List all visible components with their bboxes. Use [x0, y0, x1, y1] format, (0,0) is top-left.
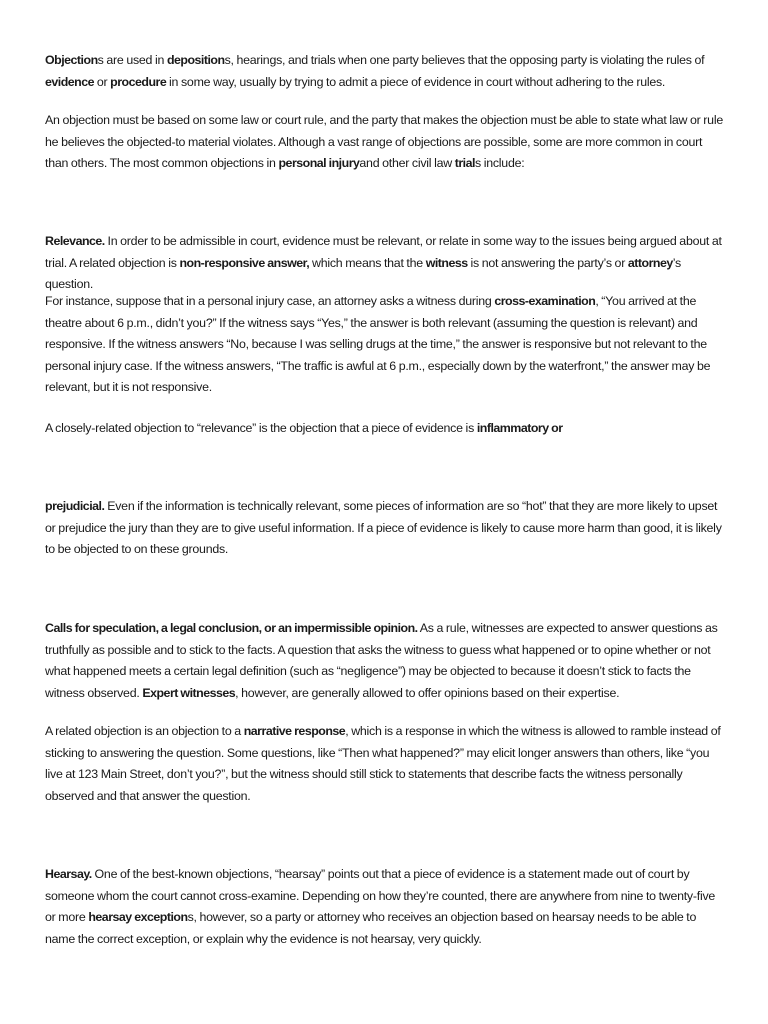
bold-term: prejudicial. — [45, 499, 105, 513]
bold-term: witness — [425, 255, 468, 270]
bold-term: attorney — [627, 255, 673, 270]
text-run: s are used in — [97, 53, 167, 67]
text-run: One of the best-known objections, “hearsay” points out that a piece of evidence is a statement made out of court by someone whom the court cannot cross-examine. Depending on how they’re counted, there are anywhere from nine to twenty-five or more — [45, 867, 716, 925]
bold-term: personal injury — [278, 156, 360, 171]
paragraph-speculation — [45, 618, 725, 704]
bold-term: deposition — [166, 53, 225, 67]
text-run: or — [94, 74, 111, 89]
text-run: , which is a response in which the witness is allowed to ramble instead of sticking to answering the question. Some questions, like “Then what happened?” may elicit longer answers than others, like “you live at 123 Main Street, don’t you?”, but the witness should still stick to statements that describe facts the witness personally observed and that answer the question. — [45, 724, 721, 803]
text-run: s, however, so a party or attorney who receives an objection based on hearsay needs to be able to name the correct exception, or explain why the evidence is not hearsay, very quickly. — [45, 910, 697, 946]
text-run: in some way, usually by trying to admit a piece of evidence in court without adhering to the rules. — [166, 74, 666, 89]
paragraph-basis — [45, 110, 725, 175]
bold-term: Relevance. — [45, 234, 105, 248]
bold-term: Expert witnesses — [142, 685, 236, 700]
paragraph-hearsay — [45, 864, 725, 950]
paragraph-relevance — [45, 231, 725, 296]
paragraph-instance — [45, 291, 725, 399]
bold-term: hearsay exception — [88, 910, 188, 925]
text-run: and other civil law — [359, 156, 455, 171]
text-run: , “You arrived at the theatre about 6 p.m., didn’t you?” If the witness says “Yes,” the answer is both relevant (assuming the question is relevant) and responsive. If the witness answers “No, because I was selling drugs at the time,” the answer is responsive but not relevant to the personal injury case. If the witness answers, “The traffic is awful at 6 p.m., especially down by the waterfront,” the answer may be relevant, but it is not responsive. — [45, 294, 711, 395]
text-run: which means that the — [309, 255, 426, 270]
text-run: As a rule, witnesses are expected to answer questions as truthfully as possible and to stick to the facts. A question that asks the witness to guess what happened or to opine whether or not what happened meets a certain legal definition (such as “negligence”) may be objected to because it doesn’t stick to facts the witness observed. — [45, 621, 718, 700]
text-run: is not answering the party’s or — [467, 255, 628, 270]
text-run: , however, are generally allowed to offer opinions based on their expertise. — [235, 685, 620, 700]
bold-term: Objection — [45, 53, 98, 67]
text-run: s include: — [474, 156, 525, 171]
bold-term: evidence — [45, 74, 95, 89]
bold-term: cross-examination — [494, 294, 596, 308]
bold-term: inflammatory or — [476, 421, 563, 435]
bold-term: non-responsive answer, — [179, 255, 310, 270]
text-run: A related objection is an objection to a — [45, 724, 244, 738]
paragraph-intro — [45, 50, 725, 93]
bold-term: Hearsay. — [45, 867, 92, 881]
paragraph-prejudicial — [45, 496, 725, 561]
text-run: s, hearings, and trials when one party believes that the opposing party is violating the rules of — [224, 53, 705, 67]
text-run: In order to be admissible in court, evidence must be relevant, or relate in some way to the issues being argued about at trial. A related objection is — [45, 234, 722, 270]
text-run: A closely-related objection to “relevance” is the objection that a piece of evidence is — [45, 421, 477, 435]
bold-term: trial — [454, 156, 475, 171]
bold-term: procedure — [110, 74, 167, 89]
paragraph-closely-related — [45, 418, 725, 440]
bold-term: narrative response — [243, 724, 346, 738]
text-run: An objection must be based on some law or court rule, and the party that makes the objection must be able to state what law or rule he believes the objected-to material violates. Although a vast range of objections are possible, some are more common in court than others. The most common objections in — [45, 113, 723, 171]
text-run: For instance, suppose that in a personal injury case, an attorney asks a witness during — [45, 294, 495, 308]
bold-term: Calls for speculation, a legal conclusion, or an impermissible opinion. — [45, 621, 418, 635]
text-run: Even if the information is technically relevant, some pieces of information are so “hot” that they are more likely to upset or prejudice the jury than they are to give useful information. If a piece of evidence is likely to cause more harm than good, it is likely to be objected to on these grounds. — [45, 499, 722, 557]
text-run: ’s question. — [45, 255, 681, 292]
paragraph-narrative — [45, 721, 725, 807]
